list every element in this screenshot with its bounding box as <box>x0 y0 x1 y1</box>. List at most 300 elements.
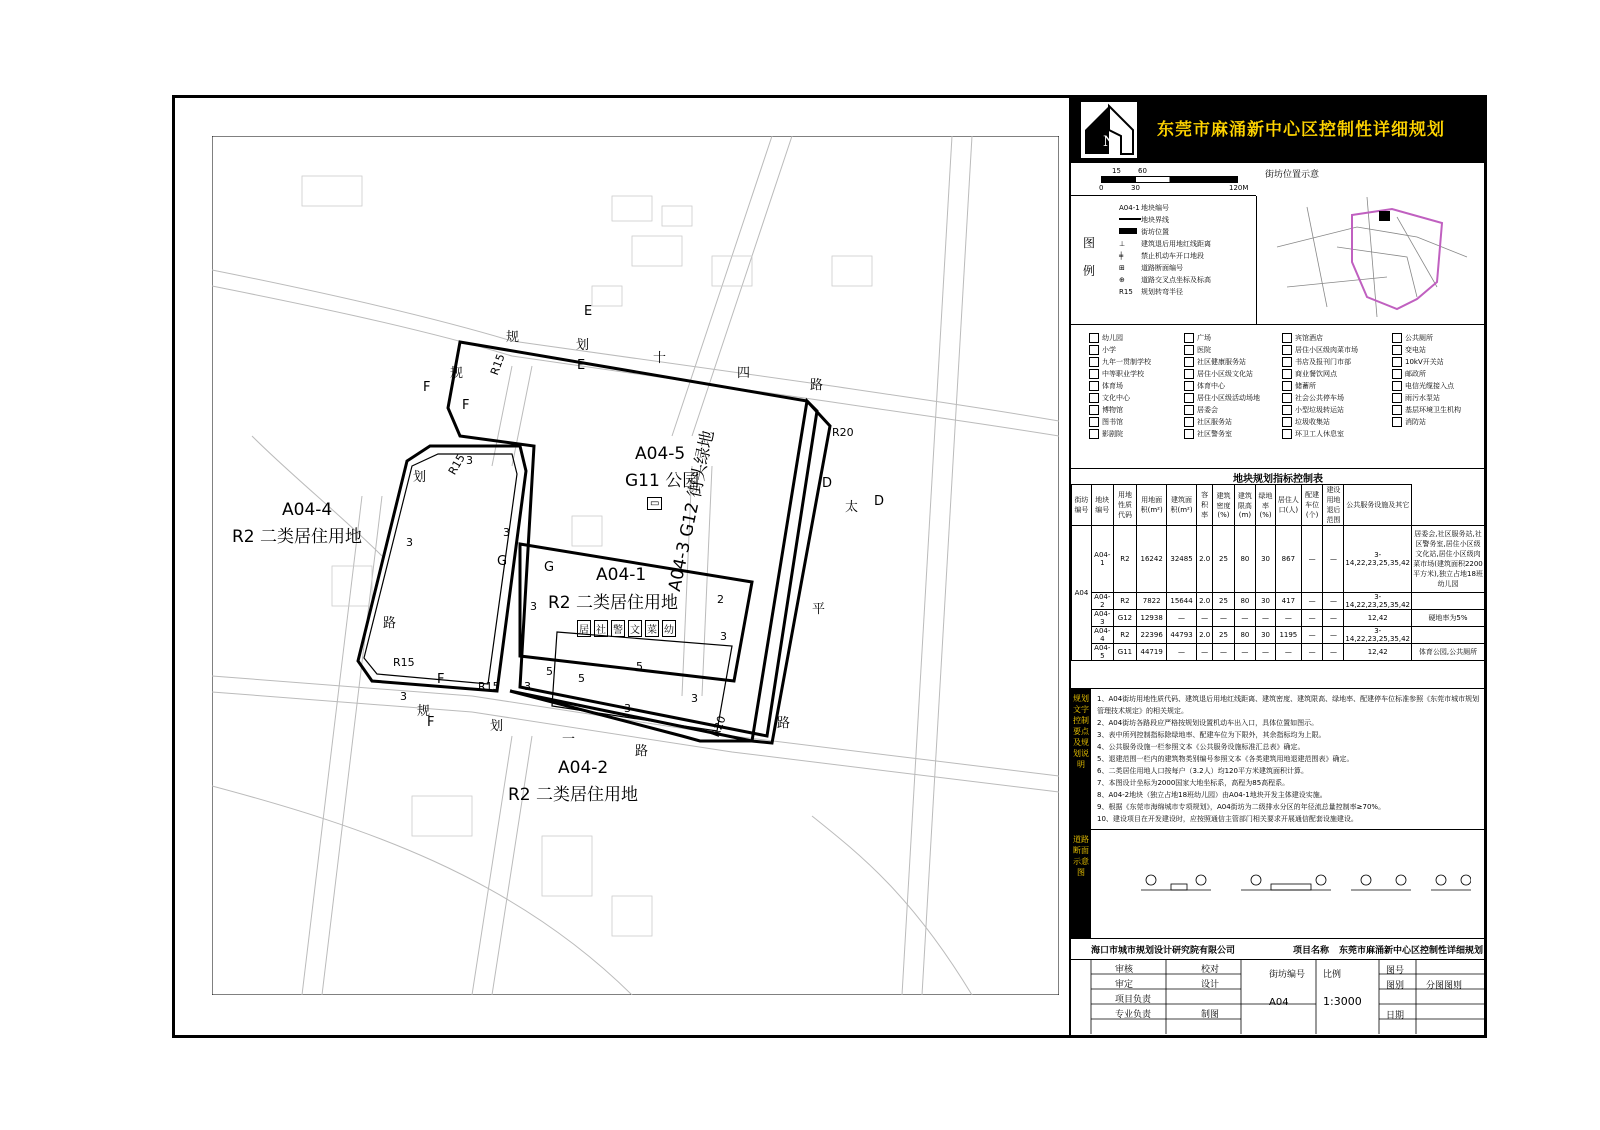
note-line: 5、退建范围一栏内的建筑物类别编号参照文本《各类建筑用地退建范围表》确定。 <box>1097 755 1354 763</box>
facility-symbol-icon <box>1392 345 1402 355</box>
table-row <box>1072 526 1485 593</box>
table-cell: 22396 <box>1137 627 1167 644</box>
facility-legend-item <box>1184 393 1282 403</box>
facility-symbol-icon <box>1089 369 1099 379</box>
facility-name: 变电站 <box>1405 346 1426 354</box>
facility-name: 社会公共停车场 <box>1295 394 1344 402</box>
legend-item: ╪ 禁止机动车开口地段 <box>1119 252 1204 260</box>
parcel-a04-3-use: 街头绿地 <box>684 428 719 500</box>
table-cell: — <box>1301 644 1323 661</box>
table-cell: — <box>1234 644 1256 661</box>
facility-name: 居住小区级文化站 <box>1197 370 1253 378</box>
table-cell: 44793 <box>1167 627 1197 644</box>
scale-mark-bottom: 30 <box>1131 184 1140 192</box>
facility-legend-item <box>1089 357 1184 367</box>
control-table-title: 地块规划指标控制表 <box>1233 474 1323 485</box>
table-cell: 80 <box>1234 627 1256 644</box>
legend-item: 地块界线 <box>1119 216 1211 228</box>
radius-label: R20 <box>709 714 729 739</box>
table-cell: — <box>1213 610 1234 627</box>
parcel-a04-2-code: A04-2 <box>558 758 609 778</box>
road-top-char-0: 规 <box>506 330 520 345</box>
facility-legend-item <box>1282 357 1392 367</box>
facility-name: 公共厕所 <box>1405 334 1433 342</box>
table-cell <box>1412 627 1485 644</box>
facility-name: 商业餐饮网点 <box>1295 370 1337 378</box>
facility-legend-item <box>1184 345 1282 355</box>
table-cell: 417 <box>1275 593 1301 610</box>
note-line: 7、本图设计坐标为2000国家大地坐标系，高程为85高程系。 <box>1097 779 1290 787</box>
table-cell: 25 <box>1213 526 1234 593</box>
table-header-cell: 建筑密度(%) <box>1213 485 1234 526</box>
facility-symbol-icon <box>1282 405 1292 415</box>
setback-value: 3 <box>466 454 473 467</box>
notes-label: 规划文字控制要点及规划说明 <box>1071 689 1091 829</box>
table-cell: 12938 <box>1137 610 1167 627</box>
legend-item: ⊞ 道路断面编号 <box>1119 264 1183 272</box>
facility-legend-item <box>1392 429 1492 439</box>
table-cell: 80 <box>1234 593 1256 610</box>
table-cell: A04-1 <box>1091 526 1113 593</box>
setback-value: 3 <box>624 702 631 715</box>
table-cell: 3-14,22,23,25,35,42 <box>1345 627 1410 643</box>
facility-legend-item <box>1392 381 1492 391</box>
facility-name: 环卫工人休息室 <box>1295 430 1344 438</box>
scale-mark-bottom: 120M <box>1229 184 1249 192</box>
section-marker: F <box>427 715 435 730</box>
section-label: 道路断面示意图 <box>1071 830 1091 938</box>
facility-name: 书店及报刊门市部 <box>1295 358 1351 366</box>
facility-symbol-icon <box>1089 417 1099 427</box>
facility-symbol-icon <box>1184 357 1194 367</box>
facility-legend-item <box>1282 345 1392 355</box>
parcel-a04-5-use: G11 公园 <box>625 471 700 491</box>
legend-item: ⊕ 道路交叉点坐标及标高 <box>1119 276 1211 284</box>
section-marker: E <box>577 358 586 373</box>
north-label: N <box>1103 134 1116 150</box>
block-cell: A04 <box>1072 526 1092 661</box>
locator-svg <box>1267 187 1477 317</box>
facility-symbol-icon <box>1392 333 1402 343</box>
road-bottom-char-1: 划 <box>490 719 504 734</box>
facility-name: 邮政所 <box>1405 370 1426 378</box>
facility-legend-item <box>1089 369 1184 379</box>
north-logo <box>1081 102 1137 158</box>
facility-legend-item <box>1392 345 1492 355</box>
facility-legend-item <box>1392 405 1492 415</box>
table-cell: 80 <box>1234 526 1256 593</box>
parcel-a04-1-code: A04-1 <box>596 565 647 585</box>
facility-name: 体育场 <box>1102 382 1123 390</box>
facility-symbol-icon <box>1392 393 1402 403</box>
a04-1-facility-glyphs <box>577 620 676 637</box>
table-header-cell: 建筑面积(m²) <box>1167 485 1197 526</box>
table-cell: — <box>1167 610 1197 627</box>
table-cell: — <box>1275 610 1301 627</box>
scale-mark-top: 15 <box>1112 167 1121 175</box>
table-cell: A04-3 <box>1091 610 1113 627</box>
legend-title-char: 图 <box>1083 236 1096 250</box>
facility-legend-item <box>1282 333 1392 343</box>
facility-symbol-icon <box>1282 357 1292 367</box>
role-label: 项目负责 <box>1115 995 1152 1005</box>
road-right-char-1: 平 <box>812 602 826 617</box>
facility-name: 消防站 <box>1405 418 1426 426</box>
control-table <box>1071 484 1485 661</box>
facility-name: 社区健康服务站 <box>1197 358 1246 366</box>
table-cell: 3-14,22,23,25,35,42 <box>1344 526 1412 593</box>
table-cell: 30 <box>1256 627 1276 644</box>
facility-legend-item <box>1184 369 1282 379</box>
note-line: 6、二类居住用地人口按每户（3.2人）均120平方米建筑面积计算。 <box>1097 767 1308 775</box>
section-marker: D <box>822 476 833 491</box>
facility-name: 社区服务站 <box>1197 418 1232 426</box>
table-cell: — <box>1301 610 1323 627</box>
table-row <box>1072 610 1485 627</box>
facility-legend-item <box>1184 417 1282 427</box>
radius-label: R20 <box>832 426 854 439</box>
radius-label: R15 <box>478 680 500 693</box>
facility-symbol-icon <box>1089 393 1099 403</box>
block-label: 街坊编号 <box>1269 970 1306 980</box>
table-header-row <box>1072 485 1485 526</box>
table-cell <box>1412 593 1485 610</box>
facility-legend-item <box>1184 333 1282 343</box>
table-cell: 30 <box>1256 593 1276 610</box>
table-cell: A04-2 <box>1091 593 1113 610</box>
table-cell: 硬地率为5% <box>1412 610 1485 627</box>
table-cell: R2 <box>1113 593 1136 610</box>
park-toilet-icon: ▭ <box>647 497 662 510</box>
legend-item: A04-1地块编号 <box>1119 204 1169 212</box>
road-bottom-char-0: 规 <box>417 704 431 719</box>
facility-symbol-icon <box>1089 345 1099 355</box>
community-service-icon: 社 <box>594 620 608 637</box>
road-left-char-2: 路 <box>383 616 397 631</box>
table-cell: R2 <box>1113 627 1136 644</box>
road-bottom-char-2: 一 <box>562 732 576 747</box>
project-label: 项目名称 <box>1293 946 1330 956</box>
radius-label: R15 <box>488 352 508 377</box>
facility-symbol-icon <box>1184 393 1194 403</box>
facility-name: 居住小区级活动场地 <box>1197 394 1260 402</box>
facility-legend-item <box>1089 345 1184 355</box>
table-cell: — <box>1301 526 1323 593</box>
facility-legend-item <box>1089 381 1184 391</box>
table-cell: 7822 <box>1137 593 1167 610</box>
table-cell: 12,42 <box>1344 644 1412 661</box>
title-bar <box>1071 97 1485 163</box>
setback-value: 3 <box>691 692 698 705</box>
table-cell: — <box>1234 610 1256 627</box>
table-cell: — <box>1323 526 1344 593</box>
facility-name: 影剧院 <box>1102 430 1123 438</box>
facility-symbol-icon <box>1184 381 1194 391</box>
scale-label: 比例 <box>1323 970 1342 980</box>
date-label: 日期 <box>1386 1011 1405 1021</box>
table-cell: — <box>1301 593 1323 610</box>
table-cell: — <box>1213 644 1234 661</box>
table-cell: — <box>1196 644 1212 661</box>
facility-legend-item <box>1282 393 1392 403</box>
role-label: 审定 <box>1115 980 1134 990</box>
project-name: 东莞市麻涌新中心区控制性详细规划 <box>1339 946 1484 956</box>
table-cell: — <box>1323 593 1344 610</box>
locator-map <box>1257 165 1485 325</box>
note-line: 8、A04-2地块（独立占地18班幼儿园）由A04-1地块开发主体建设实施。 <box>1097 791 1327 799</box>
road-left-char-1: 划 <box>413 470 427 485</box>
section-marker: E <box>584 304 593 319</box>
setback-value: 5 <box>636 660 643 673</box>
setback-value: 3 <box>530 600 537 613</box>
kindergarten-icon: 幼 <box>662 620 676 637</box>
facility-name: 小学 <box>1102 346 1116 354</box>
table-cell: 15644 <box>1167 593 1197 610</box>
table-row <box>1072 627 1485 644</box>
table-cell: 12,42 <box>1344 610 1412 627</box>
table-header-cell: 配建车位(个) <box>1301 485 1323 526</box>
table-header-cell: 街坊编号 <box>1072 485 1092 526</box>
table-row <box>1072 644 1485 661</box>
facility-name: 图书馆 <box>1102 418 1123 426</box>
facility-legend-item <box>1089 417 1184 427</box>
facility-name: 储蓄所 <box>1295 382 1316 390</box>
parcel-a04-2-use: R2 二类居住用地 <box>508 785 639 805</box>
facility-legend-item <box>1392 417 1492 427</box>
facility-symbol-icon <box>1282 369 1292 379</box>
facility-symbol-icon <box>1282 429 1292 439</box>
facility-symbol-icon <box>1089 381 1099 391</box>
table-cell: A04-5 <box>1091 644 1113 661</box>
culture-station-icon: 文 <box>628 620 642 637</box>
table-cell: — <box>1167 644 1197 661</box>
facility-name: 博物馆 <box>1102 406 1123 414</box>
section-marker: F <box>423 380 431 395</box>
facility-symbol-icon <box>1392 381 1402 391</box>
facility-name: 幼儿园 <box>1102 334 1123 342</box>
facility-legend-item <box>1282 417 1392 427</box>
facility-symbol-icon <box>1184 417 1194 427</box>
locator-block-marker <box>1379 211 1390 221</box>
scale-mark-bottom: 0 <box>1099 184 1104 192</box>
section-marker: F <box>462 398 470 413</box>
north-arrow-icon <box>1081 102 1137 158</box>
note-line: 1、A04街坊用地性质代码、建筑退后用地红线距离、建筑密度、建筑限高、绿地率、配建停车位标准参照《东莞市城市规划管理技术规定》的相关规定。 <box>1097 695 1480 715</box>
note-line: 10、建设项目在开发建设时，应按照通信主管部门相关要求开展通信配套设施建设。 <box>1097 815 1358 823</box>
parcel-a04-5-code: A04-5 <box>635 444 686 464</box>
facility-symbol-icon <box>1184 345 1194 355</box>
facility-symbol-icon <box>1184 369 1194 379</box>
role-label: 制图 <box>1201 1010 1220 1020</box>
control-table-area <box>1071 469 1485 689</box>
table-cell: 2.0 <box>1196 593 1212 610</box>
setback-value: 3 <box>406 536 413 549</box>
title-block-grid <box>1071 959 1485 1034</box>
table-cell: 44719 <box>1137 644 1167 661</box>
legend <box>1071 196 1257 325</box>
section-area <box>1071 830 1485 939</box>
role-label: 专业负责 <box>1115 1010 1152 1020</box>
facility-name: 居委会 <box>1197 406 1218 414</box>
table-header-cell: 建筑限高(m) <box>1234 485 1256 526</box>
drawing-title: 东莞市麻涌新中心区控制性详细规划 <box>1157 120 1445 140</box>
table-cell: 2.0 <box>1196 627 1212 644</box>
setback-value: 2 <box>717 593 724 606</box>
road-left-char-0: 规 <box>450 366 464 381</box>
facility-legend-item <box>1282 405 1392 415</box>
note-line: 2、A04街坊各路段应严格按规划设置机动车出入口，具体位置如图示。 <box>1097 719 1319 727</box>
table-cell: 25 <box>1213 593 1234 610</box>
facility-symbol-icon <box>1089 333 1099 343</box>
block-value: A04 <box>1269 997 1289 1008</box>
role-label: 设计 <box>1201 980 1220 990</box>
facility-legend <box>1071 325 1485 469</box>
fig-cat-label: 图别 <box>1386 981 1405 991</box>
table-header-cell: 用地性质代码 <box>1113 485 1136 526</box>
note-line: 3、表中所列控制指标除绿地率、配建车位为下限外，其余指标均为上限。 <box>1097 731 1326 739</box>
facility-symbol-icon <box>1392 405 1402 415</box>
road-right-char-0: 太 <box>845 500 859 515</box>
legend-item: ⊥ 建筑退后用地红线距离 <box>1119 240 1211 248</box>
radius-label: R15 <box>393 656 415 669</box>
parcel-a04-4-use: R2 二类居住用地 <box>232 527 363 547</box>
facility-symbol-icon <box>1392 369 1402 379</box>
facility-name: 中等职业学校 <box>1102 370 1144 378</box>
table-cell: R2 <box>1113 526 1136 593</box>
facility-symbol-icon <box>1184 405 1194 415</box>
facility-legend-item <box>1089 405 1184 415</box>
scale-bar <box>1101 176 1238 183</box>
facility-name: 体育中心 <box>1197 382 1225 390</box>
facility-symbol-icon <box>1392 417 1402 427</box>
facility-symbol-icon <box>1282 381 1292 391</box>
company-name: 海口市城市规划设计研究院有限公司 <box>1091 946 1236 956</box>
market-icon: 菜 <box>645 620 659 637</box>
table-cell: G12 <box>1113 610 1136 627</box>
table-cell: — <box>1323 610 1344 627</box>
facility-symbol-icon <box>1282 333 1292 343</box>
table-row <box>1072 593 1485 610</box>
facility-symbol-icon <box>1282 417 1292 427</box>
parcel-a04-4-code: A04-4 <box>282 500 333 520</box>
table-cell: 2.0 <box>1196 526 1212 593</box>
facility-legend-item <box>1184 381 1282 391</box>
road-top-char-4: 路 <box>810 378 824 393</box>
facility-legend-item <box>1184 357 1282 367</box>
table-header-cell: 建设用地退后范围 <box>1323 485 1344 526</box>
table-header-cell: 居住人口(人) <box>1275 485 1301 526</box>
info-panel <box>1069 97 1485 1036</box>
facility-name: 社区警务室 <box>1197 430 1232 438</box>
facility-legend-item <box>1392 333 1492 343</box>
scale-value: 1:3000 <box>1323 995 1362 1008</box>
fig-cat-value: 分图图则 <box>1426 981 1463 991</box>
facility-name: 宾馆酒店 <box>1295 334 1323 342</box>
police-office-icon: 警 <box>611 620 625 637</box>
facility-legend-item <box>1392 369 1492 379</box>
table-header-cell: 绿地率(%) <box>1256 485 1276 526</box>
locator-title: 街坊位置示意 <box>1265 170 1320 180</box>
scale-mark-top: 60 <box>1138 167 1147 175</box>
setback-value: 3 <box>503 526 510 539</box>
table-cell: 867 <box>1275 526 1301 593</box>
legend-item: 街坊位置 <box>1119 228 1211 240</box>
legend-title-char: 例 <box>1083 264 1096 278</box>
table-cell: — <box>1323 627 1344 644</box>
facility-legend-item <box>1089 429 1184 439</box>
table-cell: — <box>1196 610 1212 627</box>
table-header-cell: 用地面积(m²) <box>1137 485 1167 526</box>
facility-symbol-icon <box>1282 393 1292 403</box>
table-cell: — <box>1256 610 1276 627</box>
table-cell: 居委会,社区服务站,社区警务室,居住小区级文化站,居住小区级肉菜市场(建筑面积2200平方米),独立占地18班幼儿园 <box>1412 526 1485 593</box>
facility-legend-item <box>1282 369 1392 379</box>
facility-grid <box>1089 333 1492 439</box>
setback-value: 3 <box>720 630 727 643</box>
facility-name: 文化中心 <box>1102 394 1130 402</box>
section-marker: G <box>497 554 508 569</box>
facility-name: 雨污水泵站 <box>1405 394 1440 402</box>
facility-legend-item <box>1184 405 1282 415</box>
scale-bar-area <box>1071 165 1256 196</box>
radius-label: R15 <box>445 451 468 478</box>
facility-name: 九年一贯制学校 <box>1102 358 1151 366</box>
note-line: 4、公共服务设施一栏参照文本《公共服务设施标准汇总表》确定。 <box>1097 743 1305 751</box>
table-cell: G11 <box>1113 644 1136 661</box>
facility-name: 小型垃圾转运站 <box>1295 406 1344 414</box>
table-header-cell: 公共服务设施及其它 <box>1344 485 1412 526</box>
legend-item: R15 规划转弯半径 <box>1119 288 1183 296</box>
notes-area <box>1071 689 1485 830</box>
setback-value: 5 <box>578 672 585 685</box>
table-cell: 25 <box>1213 627 1234 644</box>
table-cell: 16242 <box>1137 526 1167 593</box>
road-bottom-char-3: 路 <box>635 744 649 759</box>
facility-legend-item <box>1089 393 1184 403</box>
facility-symbol-icon <box>1184 429 1194 439</box>
parcel-a04-1-use: R2 二类居住用地 <box>548 593 679 613</box>
road-right-char-2: 路 <box>777 716 791 731</box>
table-cell: 32485 <box>1167 526 1197 593</box>
facility-legend-item <box>1282 429 1392 439</box>
table-header-cell: 容积率 <box>1196 485 1212 526</box>
facility-symbol-icon <box>1392 357 1402 367</box>
facility-symbol-icon <box>1184 333 1194 343</box>
notes-list <box>1097 693 1483 825</box>
facility-name: 基层环境卫生机构 <box>1405 406 1461 414</box>
table-cell: — <box>1256 644 1276 661</box>
table-cell: — <box>1301 627 1323 644</box>
fig-label: 图号 <box>1386 966 1405 976</box>
facility-name: 居住小区级肉菜市场 <box>1295 346 1358 354</box>
road-top-char-1: 划 <box>576 338 590 353</box>
section-marker: G <box>544 560 555 575</box>
table-cell: 1195 <box>1275 627 1301 644</box>
facility-name: 广场 <box>1197 334 1211 342</box>
facility-legend-item <box>1184 429 1282 439</box>
setback-value: 3 <box>524 680 531 693</box>
facility-legend-item <box>1282 381 1392 391</box>
role-label: 审核 <box>1115 965 1134 975</box>
section-marker: D <box>874 494 885 509</box>
table-header-cell: 地块编号 <box>1091 485 1113 526</box>
table-cell: 3-14,22,23,25,35,42 <box>1345 593 1410 609</box>
facility-symbol-icon <box>1089 405 1099 415</box>
legend-list <box>1119 204 1211 300</box>
role-label: 校对 <box>1201 965 1220 975</box>
setback-value: 5 <box>546 665 553 678</box>
facility-legend-item <box>1392 357 1492 367</box>
